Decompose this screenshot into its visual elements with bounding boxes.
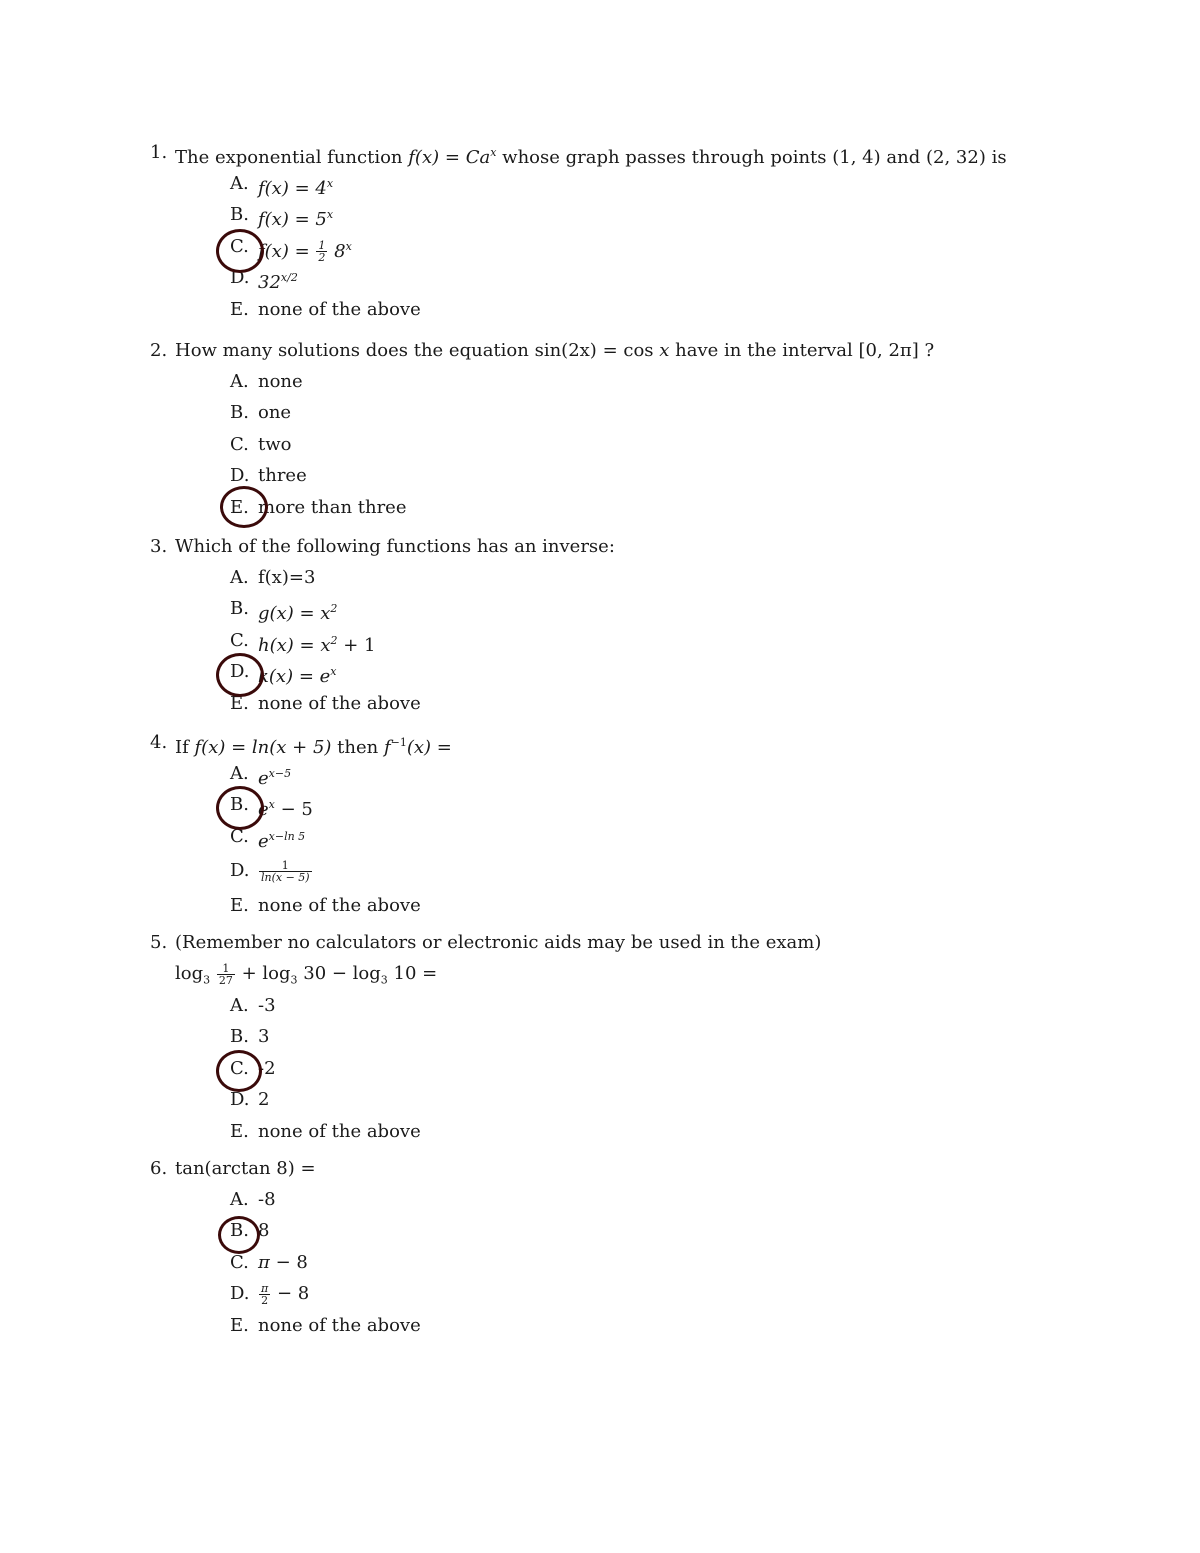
option-label: B. [230, 1026, 249, 1048]
option-3c[interactable] [150, 625, 1150, 656]
option-label: C. [230, 825, 249, 847]
option-text: -2 [258, 1057, 276, 1079]
option-text: none [258, 371, 303, 392]
option-1c[interactable] [150, 231, 1150, 265]
question-text: Which of the following functions has an inverse: [175, 536, 615, 557]
option-2b[interactable] [150, 397, 1150, 428]
option-label: B. [230, 402, 249, 424]
option-4b[interactable] [150, 789, 1150, 820]
option-text: π − 8 [258, 1251, 308, 1273]
option-2c[interactable] [150, 429, 1150, 460]
option-label: E. [230, 298, 249, 320]
option-label: B. [230, 1220, 249, 1242]
option-label: A. [230, 173, 249, 194]
option-text: none of the above [258, 1120, 421, 1142]
option-6e[interactable] [150, 1310, 1150, 1341]
question-number: 2. [150, 340, 168, 361]
log-expression: $\log_3$ $\frac{1}{27}$ + $\log_3 30 - \log_3 10$ = [175, 961, 438, 987]
option-text: more than three [258, 496, 407, 518]
question-6-stem [150, 1154, 1150, 1184]
option-6c[interactable] [150, 1247, 1150, 1278]
option-2e[interactable] [150, 492, 1150, 523]
option-5e[interactable] [150, 1116, 1150, 1147]
option-text: -8 [258, 1189, 276, 1210]
option-label: E. [230, 1314, 249, 1336]
option-text: $\frac{\pi}{2}$ − 8 [261, 1281, 310, 1307]
option-label: B. [230, 794, 249, 816]
option-6d[interactable] [150, 1278, 1150, 1309]
option-label: E. [230, 895, 249, 917]
option-4a[interactable] [150, 758, 1150, 789]
option-text: three [258, 465, 307, 487]
option-5b[interactable] [150, 1021, 1150, 1052]
question-5 [150, 928, 1150, 1147]
option-1d[interactable] [150, 262, 1150, 293]
option-text: two [258, 433, 292, 455]
option-label: E. [230, 692, 249, 714]
question-number: 5. [150, 932, 168, 953]
option-text: -3 [258, 995, 276, 1016]
question-number: 1. [150, 142, 168, 163]
option-text: $\frac{1}{\ln(x - 5)}$ [261, 858, 310, 884]
option-5d[interactable] [150, 1084, 1150, 1115]
option-text: none of the above [258, 298, 421, 320]
question-1 [150, 138, 1150, 325]
option-label: D. [230, 860, 250, 882]
option-label: C. [230, 1251, 249, 1273]
question-4-stem [150, 728, 1150, 758]
option-text: f(x) = $\frac{1}{2}$ 8$^x$ [258, 239, 352, 265]
option-text: $e^{x-5}$ [258, 767, 292, 789]
option-1e[interactable] [150, 294, 1150, 325]
option-3d[interactable] [150, 656, 1150, 687]
question-3 [150, 532, 1150, 719]
question-5-stem [150, 928, 1150, 958]
question-text: tan(arctan 8) = [175, 1158, 316, 1179]
option-text: $e^x - 5$ [258, 798, 313, 821]
option-6b[interactable] [150, 1215, 1150, 1246]
question-1-stem [150, 138, 1150, 168]
option-label: C. [230, 433, 249, 455]
option-label: A. [230, 1189, 249, 1210]
question-number: 3. [150, 536, 168, 557]
option-6a[interactable] [150, 1184, 1150, 1215]
option-label: A. [230, 763, 249, 784]
option-text: f(x)=3 [258, 567, 316, 588]
option-text: f(x) = 5$^x$ [258, 208, 334, 231]
option-5c[interactable] [150, 1053, 1150, 1084]
option-4d[interactable] [150, 852, 1150, 890]
question-number: 6. [150, 1158, 168, 1179]
option-label: C. [230, 629, 249, 651]
option-1b[interactable] [150, 199, 1150, 230]
question-text: The exponential function f(x) = Ca$^x$ whose graph passes through points (1, 4) and (2, 32) is [175, 146, 1007, 168]
question-6 [150, 1154, 1150, 1341]
option-2a[interactable] [150, 366, 1150, 397]
question-text: If f(x) = ln(x + 5) then $f^{-1}(x)$ = [175, 736, 452, 758]
option-label: D. [230, 1089, 250, 1111]
option-text: 2 [258, 1089, 270, 1111]
option-text: none of the above [258, 692, 421, 714]
option-4e[interactable] [150, 890, 1150, 921]
option-label: A. [230, 995, 249, 1016]
option-3a[interactable] [150, 562, 1150, 593]
question-number: 4. [150, 732, 168, 753]
question-text: (Remember no calculators or electronic aids may be used in the exam) [175, 932, 822, 953]
option-label: D. [230, 1283, 250, 1305]
option-text: $e^{x-ln 5}$ [258, 829, 306, 852]
option-4c[interactable] [150, 821, 1150, 852]
option-2d[interactable] [150, 460, 1150, 491]
option-label: B. [230, 598, 249, 620]
option-label: A. [230, 371, 249, 392]
option-label: D. [230, 267, 250, 289]
option-text: none of the above [258, 1314, 421, 1336]
question-2-stem [150, 336, 1150, 366]
option-text: 3 [258, 1026, 270, 1048]
option-label: E. [230, 1120, 249, 1142]
option-text: $k(x) = e^x$ [258, 665, 337, 688]
question-5-expression [150, 958, 1150, 990]
option-3b[interactable] [150, 593, 1150, 624]
option-text: none of the above [258, 895, 421, 917]
option-label: C. [230, 1057, 249, 1079]
option-5a[interactable] [150, 990, 1150, 1021]
option-text: $32^{x/2}$ [258, 271, 298, 294]
option-label: D. [230, 661, 250, 683]
option-label: D. [230, 465, 250, 487]
option-text: $h(x) = x^2 + 1$ [258, 633, 376, 656]
option-label: A. [230, 567, 249, 588]
question-text: How many solutions does the equation sin(2x) = cos x have in the interval [0, 2π] ? [175, 340, 935, 361]
option-1a[interactable] [150, 168, 1150, 199]
option-label: C. [230, 235, 249, 257]
option-text: one [258, 402, 292, 424]
option-text: f(x) = 4$^x$ [258, 177, 334, 199]
option-text: $g(x) = x^2$ [258, 602, 338, 625]
option-label: E. [230, 496, 249, 518]
question-2 [150, 336, 1150, 523]
option-3e[interactable] [150, 688, 1150, 719]
option-label: B. [230, 204, 249, 226]
option-text: 8 [258, 1220, 270, 1242]
question-3-stem [150, 532, 1150, 562]
question-4 [150, 728, 1150, 922]
